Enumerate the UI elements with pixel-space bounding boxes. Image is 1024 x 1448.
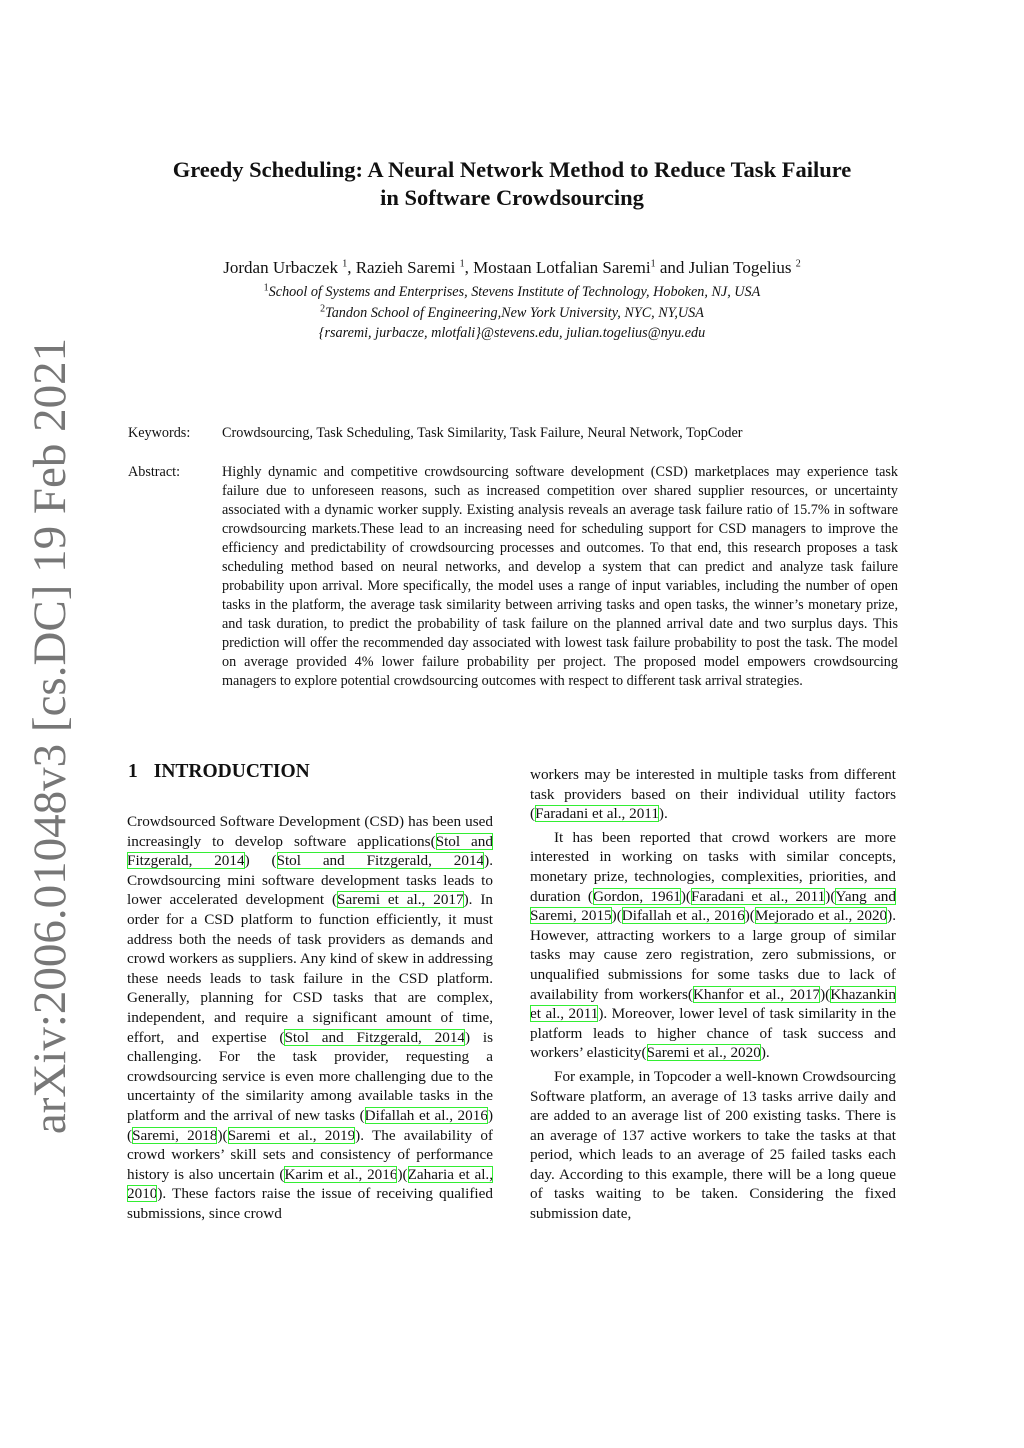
body-text: )( (825, 887, 836, 905)
citation-link[interactable]: Saremi et al., 2019 (227, 1126, 356, 1144)
citation-link[interactable]: Faradani et al., 2011 (690, 887, 826, 905)
citation-link[interactable]: Gordon, 1961 (592, 887, 681, 905)
affiliation-2-mark: 2 (320, 303, 326, 315)
citation-link[interactable]: Stol and Fitzgerald, 2014 (284, 1028, 466, 1046)
body-text: )( (680, 887, 691, 905)
section-number: 1 (128, 761, 138, 782)
body-text: ). The availability of crowd workers’ skill sets and consistency of performance history is also uncertain ( (127, 1126, 493, 1183)
intro-paragraph-2 (530, 828, 896, 1063)
title-line-1: Greedy Scheduling: A Neural Network Method to Reduce Task Failure (172, 157, 852, 182)
citation-link[interactable]: Saremi, 2018 (132, 1126, 218, 1144)
body-text: ) is challenging. For the task provider, requesting a crowdsourcing service is even more challenging due to the uncertainty of the similarity among available tasks in the platform and the arrival of new tasks ( (127, 1028, 494, 1124)
affiliation-2-text: Tandon School of Engineering,New York University, NYC, NY,USA (325, 305, 704, 321)
citation-link[interactable]: Zaharia et al., 2010 (127, 1165, 494, 1203)
left-column (127, 812, 493, 1223)
author-2: , Razieh Saremi (347, 258, 460, 277)
citation-link[interactable]: Karim et al., 2016 (284, 1165, 398, 1183)
citation-link[interactable]: Difallah et al., 2016 (621, 907, 745, 925)
keywords-label: Keywords: (128, 425, 191, 441)
body-text: ) ( (244, 852, 277, 870)
citation-link[interactable]: Mejorado et al., 2020 (754, 907, 888, 925)
citation-link[interactable]: Difallah et al., 2016 (364, 1106, 488, 1124)
body-text: )( (397, 1165, 408, 1183)
body-text: ). (658, 805, 668, 823)
author-4-affil-mark: 2 (795, 258, 801, 270)
author-emails: {rsaremi, jurbacze, mlotfali}@stevens.edu, julian.togelius@nyu.edu (318, 325, 706, 341)
abstract-label: Abstract: (128, 464, 181, 480)
affiliation-1-mark: 1 (263, 282, 269, 294)
section-heading-introduction (128, 760, 508, 784)
author-2-affil-mark: 1 (459, 258, 465, 270)
affiliation-1-text: School of Systems and Enterprises, Stevens Institute of Technology, Hoboken, NJ, USA (268, 284, 761, 300)
keywords-text: Crowdsourcing, Task Scheduling, Task Similarity, Task Failure, Neural Network, TopCoder (222, 425, 743, 441)
intro-paragraph-3: For example, in Topcoder a well-known Crowdsourcing Software platform, an average of 13 tasks arrive daily and are added to an average list of 200 existing tasks. There is an average of 137 active workers to take the tasks at that period, which leads to an average of 25 failed tasks each day. According to this example, there will be a long queue of tasks waiting to be taken. Considering the fixed submission date, (530, 1067, 896, 1223)
affiliation-2 (128, 303, 896, 323)
body-text: )( (820, 985, 831, 1003)
body-text: )( (127, 1106, 493, 1144)
body-text: It has been reported that crowd workers are more interested in working on tasks with similar concepts, monetary prize, technologies, complexities, priorities, and duration ( (530, 828, 896, 905)
body-text: workers may be interested in multiple tasks from different task providers based on their individual utility factors ( (530, 766, 896, 823)
intro-paragraph-continued (530, 765, 896, 824)
citation-link[interactable]: Khanfor et al., 2017 (692, 985, 821, 1003)
author-3-affil-mark: 1 (650, 258, 656, 270)
author-list (128, 256, 896, 280)
citation-link[interactable]: Stol and Fitzgerald, 2014 (127, 832, 493, 870)
citation-link[interactable]: Khazankin et al., 2011 (530, 985, 897, 1023)
author-1: Jordan Urbaczek (223, 258, 343, 277)
author-3: , Mostaan Lotfalian Saremi (464, 258, 651, 277)
right-column (530, 765, 896, 1224)
intro-paragraph-1 (127, 812, 493, 1223)
author-1-affil-mark: 1 (342, 258, 348, 270)
citation-link[interactable]: Saremi et al., 2020 (646, 1044, 761, 1062)
body-text: )( (611, 907, 622, 925)
citation-link[interactable]: Saremi et al., 2017 (337, 891, 464, 909)
citation-link[interactable]: Stol and Fitzgerald, 2014 (276, 852, 485, 870)
arxiv-identifier-stamp: arXiv:2006.01048v3 [cs.DC] 19 Feb 2021 (24, 337, 76, 1135)
title-line-2: in Software Crowdsourcing (380, 185, 644, 210)
author-4: and Julian Togelius (655, 258, 796, 277)
citation-link[interactable]: Yang and Saremi, 2015 (530, 887, 896, 925)
body-text: Crowdsourced Software Development (CSD) has been used increasingly to develop software applications( (127, 813, 493, 850)
body-text: ). (760, 1044, 770, 1062)
body-text: )( (744, 907, 755, 925)
body-text: ). These factors raise the issue of receiving qualified submissions, since crowd (127, 1185, 493, 1222)
abstract-text: Highly dynamic and competitive crowdsourcing software development (CSD) marketplaces may experience task failure due to unforeseen reasons, such as increased competition over shared supplier resources, or uncertainty associated with a dynamic worker supply. Existing analysis reveals an average task failure ratio of 15.7% in software crowdsourcing markets.These lead to an increasing need for scheduling support for CSD managers to improve the efficiency and predictability of crowdsourcing processes and outcomes. To that end, this research proposes a task scheduling method based on neural networks, and develop a system that can predict and analyze task failure probability upon arrival. More specifically, the model uses a range of input variables, including the number of open tasks in the platform, the average task similarity between arriving tasks and open tasks, the winner’s monetary prize, and task duration, to predict the probability of task failure on the planned arrival date and two surplus days. This prediction will offer the recommended day associated with lowest task failure probability to post the task. The model on average provided 4% lower failure probability per project. The proposed model empowers crowdsourcing managers to explore potential crowdsourcing outcomes with respect to different task arrival strategies. (222, 464, 898, 689)
body-text: ). Moreover, lower level of task similarity in the platform leads to higher chance of task success and workers’ elasticity( (530, 1005, 897, 1062)
paper-title (128, 156, 896, 212)
body-text: ). Crowdsourcing mini software development tasks leads to lower accelerated development ( (127, 852, 493, 909)
body-text: )( (217, 1126, 228, 1144)
body-text: ). In order for a CSD platform to function efficiently, it must address both the needs of task providers as demands and crowd workers as suppliers. Any kind of skew in addressing these needs leads to task failure in the CSD platform. Generally, planning for CSD tasks that are complex, independent, and require a significant amount of time, effort, and expertise ( (127, 891, 494, 1046)
affiliation-1 (128, 282, 896, 302)
section-title: INTRODUCTION (153, 761, 310, 782)
body-text: ). However, attracting workers to a large group of similar tasks may cause zero registration, zero submissions, or unqualified submissions for some tasks due to lack of availability from workers( (530, 907, 896, 1003)
citation-link[interactable]: Faradani et al., 2011 (535, 805, 659, 823)
